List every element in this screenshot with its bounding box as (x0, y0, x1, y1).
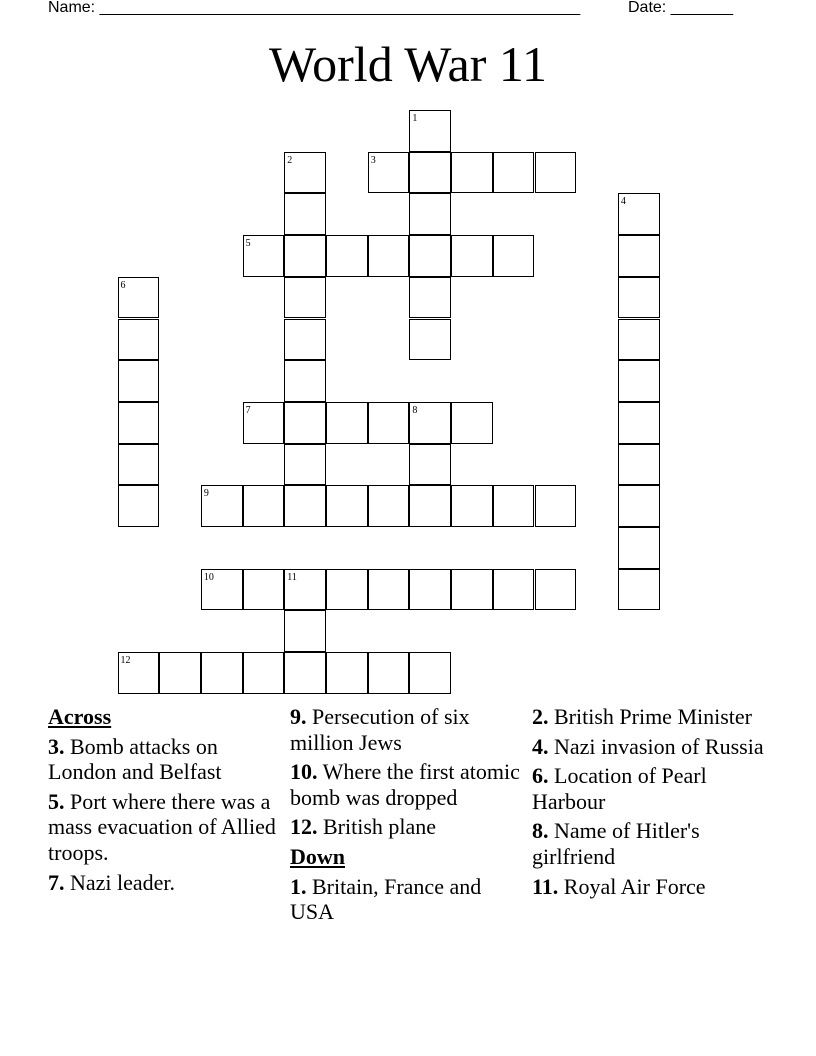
crossword-cell[interactable] (535, 152, 577, 194)
crossword-cell[interactable] (368, 652, 410, 694)
crossword-cell[interactable] (409, 193, 451, 235)
crossword-cell[interactable] (409, 485, 451, 527)
crossword-cell[interactable] (243, 235, 285, 277)
across-heading: Across (48, 704, 112, 729)
clue-text: Bomb attacks on London and Belfast (48, 733, 222, 785)
crossword-cell[interactable] (409, 277, 451, 319)
crossword-cell[interactable] (201, 569, 243, 611)
crossword-cell[interactable] (368, 152, 410, 194)
clue-text: Royal Air Force (563, 873, 706, 899)
cell-number: 11 (287, 571, 297, 583)
clue-text: Location of Pearl Harbour (532, 763, 707, 814)
clue-down-1 (290, 874, 522, 925)
cell-number: 12 (120, 655, 131, 667)
clue-column-3 (532, 704, 772, 903)
clue-number: 10. (290, 759, 318, 785)
crossword-cell[interactable] (618, 402, 660, 444)
clue-text: British Prime Minister (554, 704, 752, 729)
cell-number: 5 (245, 238, 251, 250)
crossword-cell[interactable] (618, 569, 660, 611)
clue-down-2 (532, 704, 772, 730)
clue-across-10 (290, 759, 522, 810)
worksheet-header (48, 0, 748, 20)
crossword-cell[interactable] (535, 485, 577, 527)
crossword-cell[interactable] (451, 152, 493, 194)
crossword-cell[interactable] (201, 485, 243, 527)
crossword-cell[interactable] (326, 569, 368, 611)
clue-text: Nazi leader. (70, 869, 176, 895)
cell-number: 6 (120, 279, 126, 291)
crossword-cell[interactable] (284, 277, 326, 319)
clue-number: 12. (290, 814, 318, 840)
crossword-cell[interactable] (618, 360, 660, 402)
crossword-cell[interactable] (409, 569, 451, 611)
crossword-cell[interactable] (618, 277, 660, 319)
crossword-cell[interactable] (284, 569, 326, 611)
clue-down-8 (532, 818, 772, 869)
crossword-cell[interactable] (409, 235, 451, 277)
cell-number: 1 (412, 113, 418, 124)
crossword-cell[interactable] (243, 402, 285, 444)
crossword-cell[interactable] (284, 193, 326, 235)
clue-number: 7. (48, 869, 65, 895)
clue-column-2 (290, 704, 522, 929)
crossword-cell[interactable] (284, 444, 326, 486)
crossword-cell[interactable] (326, 485, 368, 527)
crossword-cell[interactable] (326, 235, 368, 277)
crossword-cell[interactable] (243, 485, 285, 527)
clue-number: 4. (532, 733, 549, 759)
clue-text: Britain, France and USA (290, 873, 482, 925)
cell-number: 9 (203, 488, 209, 500)
crossword-cell[interactable] (284, 485, 326, 527)
cell-number: 10 (203, 571, 214, 583)
crossword-cell[interactable] (409, 152, 451, 194)
clue-text: British plane (323, 814, 437, 840)
crossword-cell[interactable] (284, 652, 326, 694)
clue-down-4 (532, 734, 772, 760)
clue-number: 2. (532, 704, 549, 729)
cell-number: 2 (287, 154, 293, 166)
crossword-cell[interactable] (618, 319, 660, 361)
crossword-cell[interactable] (159, 652, 201, 694)
crossword-cell[interactable] (409, 652, 451, 694)
crossword-cell[interactable] (201, 652, 243, 694)
crossword-cell[interactable] (284, 360, 326, 402)
clue-number: 11. (532, 873, 559, 899)
crossword-cell[interactable] (451, 569, 493, 611)
crossword-cell[interactable] (493, 485, 535, 527)
cell-number: 7 (245, 404, 251, 416)
crossword-cell[interactable] (618, 193, 660, 235)
crossword-cell[interactable] (618, 527, 660, 569)
date-line: Date: _______ (628, 0, 733, 16)
clue-number: 8. (532, 818, 549, 844)
crossword-cell[interactable] (326, 402, 368, 444)
clue-across-12 (290, 814, 522, 840)
crossword-cell[interactable] (368, 485, 410, 527)
crossword-cell[interactable] (618, 485, 660, 527)
clue-text: Nazi invasion of Russia (554, 733, 764, 759)
crossword-cell[interactable] (118, 485, 160, 527)
clue-number: 3. (48, 733, 65, 759)
crossword-cell[interactable] (284, 235, 326, 277)
crossword-cell[interactable] (118, 277, 160, 319)
crossword-cell[interactable] (368, 402, 410, 444)
crossword-cell[interactable] (618, 444, 660, 486)
clue-number: 5. (48, 788, 65, 814)
clue-number: 9. (290, 704, 307, 729)
crossword-cell[interactable] (118, 444, 160, 486)
clue-text: Where the first atomic bomb was dropped (290, 759, 520, 810)
crossword-cell[interactable] (118, 402, 160, 444)
crossword-cell[interactable] (284, 610, 326, 652)
crossword-cell[interactable] (284, 319, 326, 361)
crossword-cell[interactable] (118, 319, 160, 361)
clue-down-11 (532, 874, 772, 900)
clue-text: Persecution of six million Jews (290, 704, 470, 755)
clue-across-7 (48, 870, 280, 896)
clue-number: 6. (532, 763, 549, 789)
clue-across-5 (48, 789, 280, 866)
crossword-cell[interactable] (243, 652, 285, 694)
crossword-cell[interactable] (409, 444, 451, 486)
clue-across-3 (48, 734, 280, 785)
clue-text: Name of Hitler's girlfriend (532, 818, 700, 869)
crossword-cell[interactable] (284, 152, 326, 194)
crossword-cell[interactable] (535, 569, 577, 611)
crossword-cell[interactable] (451, 485, 493, 527)
crossword-cell[interactable] (368, 235, 410, 277)
name-line: Name: ______________________________________________________ (48, 0, 581, 16)
clue-number: 1. (290, 873, 307, 899)
crossword-cell[interactable] (118, 360, 160, 402)
crossword-cell[interactable] (451, 402, 493, 444)
crossword-cell[interactable] (368, 569, 410, 611)
down-heading: Down (290, 843, 346, 869)
crossword-cell[interactable] (243, 569, 285, 611)
clue-column-1 (48, 704, 280, 899)
crossword-cell[interactable] (493, 235, 535, 277)
clue-across-9 (290, 704, 522, 755)
clue-down-6 (532, 763, 772, 814)
crossword-cell[interactable] (618, 235, 660, 277)
cell-number: 8 (412, 404, 418, 416)
cell-number: 4 (620, 196, 626, 208)
crossword-cell[interactable] (326, 652, 368, 694)
crossword-cell[interactable] (284, 402, 326, 444)
crossword-cell[interactable] (118, 652, 160, 694)
crossword-cell[interactable] (493, 152, 535, 194)
crossword-cell[interactable] (493, 569, 535, 611)
crossword-cell[interactable] (451, 235, 493, 277)
page-title: World War 11 (268, 36, 547, 92)
cell-number: 3 (370, 154, 376, 166)
crossword-cell[interactable] (409, 319, 451, 361)
crossword-cell[interactable] (409, 110, 451, 152)
crossword-cell[interactable] (409, 402, 451, 444)
clue-text: Port where there was a mass evacuation of Allied troops. (48, 788, 276, 865)
